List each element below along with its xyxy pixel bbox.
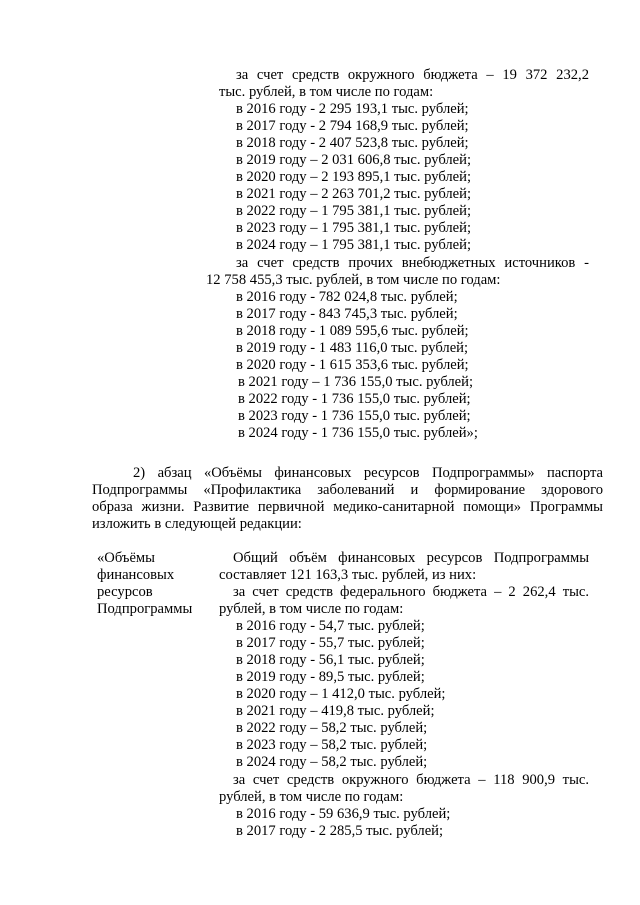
okrug-year-2019: в 2019 году – 2 031 606,8 тыс. рублей; (236, 152, 472, 168)
other-intro-line-1: за счет средств прочих внебюджетных источников - (236, 255, 589, 271)
paragraph-line-1: 2) абзац «Объёмы финансовых ресурсов Подпрограммы» паспорта (133, 465, 603, 481)
label-line-4: Подпрограммы (97, 601, 193, 617)
sub-okrug-year-2017: в 2017 году - 2 285,5 тыс. рублей; (236, 823, 444, 839)
federal-intro-line-2: рублей, в том числе по годам: (219, 601, 404, 617)
other-year-2020: в 2020 году - 1 615 353,6 тыс. рублей; (236, 357, 469, 373)
paragraph-line-4: изложить в следующей редакции: (92, 516, 302, 532)
okrug-year-2016: в 2016 году - 2 295 193,1 тыс. рублей; (236, 101, 469, 117)
federal-year-2019: в 2019 году - 89,5 тыс. рублей; (236, 669, 425, 685)
sub-okrug-intro-line-1: за счет средств окружного бюджета – 118 900,9 тыс. (233, 772, 589, 788)
paragraph-line-3: образа жизни. Развитие первичной медико-санитарной помощи» Программы (92, 499, 603, 515)
federal-year-2024: в 2024 году – 58,2 тыс. рублей; (236, 754, 428, 770)
federal-intro-line-1: за счет средств федерального бюджета – 2 262,4 тыс. (233, 584, 589, 600)
other-year-2018: в 2018 году - 1 089 595,6 тыс. рублей; (236, 323, 469, 339)
paragraph-line-2: Подпрограммы «Профилактика заболеваний и формирование здорового (92, 482, 603, 498)
label-line-3: ресурсов (97, 584, 153, 600)
total-line-1: Общий объём финансовых ресурсов Подпрограммы (233, 550, 589, 566)
other-year-2024: в 2024 году - 1 736 155,0 тыс. рублей»; (238, 425, 478, 441)
federal-year-2018: в 2018 году - 56,1 тыс. рублей; (236, 652, 425, 668)
okrug-year-2024: в 2024 году – 1 795 381,1 тыс. рублей; (236, 237, 472, 253)
other-year-2019: в 2019 году - 1 483 116,0 тыс. рублей; (236, 340, 469, 356)
other-year-2023: в 2023 году - 1 736 155,0 тыс. рублей; (238, 408, 471, 424)
federal-year-2021: в 2021 году – 419,8 тыс. рублей; (236, 703, 435, 719)
okrug-year-2017: в 2017 году - 2 794 168,9 тыс. рублей; (236, 118, 469, 134)
federal-year-2016: в 2016 году - 54,7 тыс. рублей; (236, 618, 425, 634)
other-year-2016: в 2016 году - 782 024,8 тыс. рублей; (236, 289, 458, 305)
okrug-intro-line-1: за счет средств окружного бюджета – 19 372 232,2 (236, 67, 589, 83)
okrug-year-2020: в 2020 году – 2 193 895,1 тыс. рублей; (236, 169, 472, 185)
sub-okrug-year-2016: в 2016 году - 59 636,9 тыс. рублей; (236, 806, 451, 822)
okrug-year-2021: в 2021 году – 2 263 701,2 тыс. рублей; (236, 186, 472, 202)
okrug-year-2022: в 2022 году – 1 795 381,1 тыс. рублей; (236, 203, 472, 219)
okrug-year-2018: в 2018 году - 2 407 523,8 тыс. рублей; (236, 135, 469, 151)
other-year-2017: в 2017 году - 843 745,3 тыс. рублей; (236, 306, 458, 322)
label-line-1: «Объёмы (97, 550, 155, 566)
federal-year-2020: в 2020 году – 1 412,0 тыс. рублей; (236, 686, 446, 702)
okrug-year-2023: в 2023 году – 1 795 381,1 тыс. рублей; (236, 220, 472, 236)
federal-year-2017: в 2017 году - 55,7 тыс. рублей; (236, 635, 425, 651)
other-year-2021: в 2021 году – 1 736 155,0 тыс. рублей; (238, 374, 474, 390)
federal-year-2023: в 2023 году – 58,2 тыс. рублей; (236, 737, 428, 753)
sub-okrug-intro-line-2: рублей, в том числе по годам: (219, 789, 404, 805)
okrug-intro-line-2: тыс. рублей, в том числе по годам: (219, 84, 434, 100)
label-line-2: финансовых (97, 567, 175, 583)
other-year-2022: в 2022 году - 1 736 155,0 тыс. рублей; (238, 391, 471, 407)
other-intro-line-2: 12 758 455,3 тыс. рублей, в том числе по годам: (206, 272, 501, 288)
federal-year-2022: в 2022 году – 58,2 тыс. рублей; (236, 720, 428, 736)
total-line-2: составляет 121 163,3 тыс. рублей, из них: (219, 567, 477, 583)
